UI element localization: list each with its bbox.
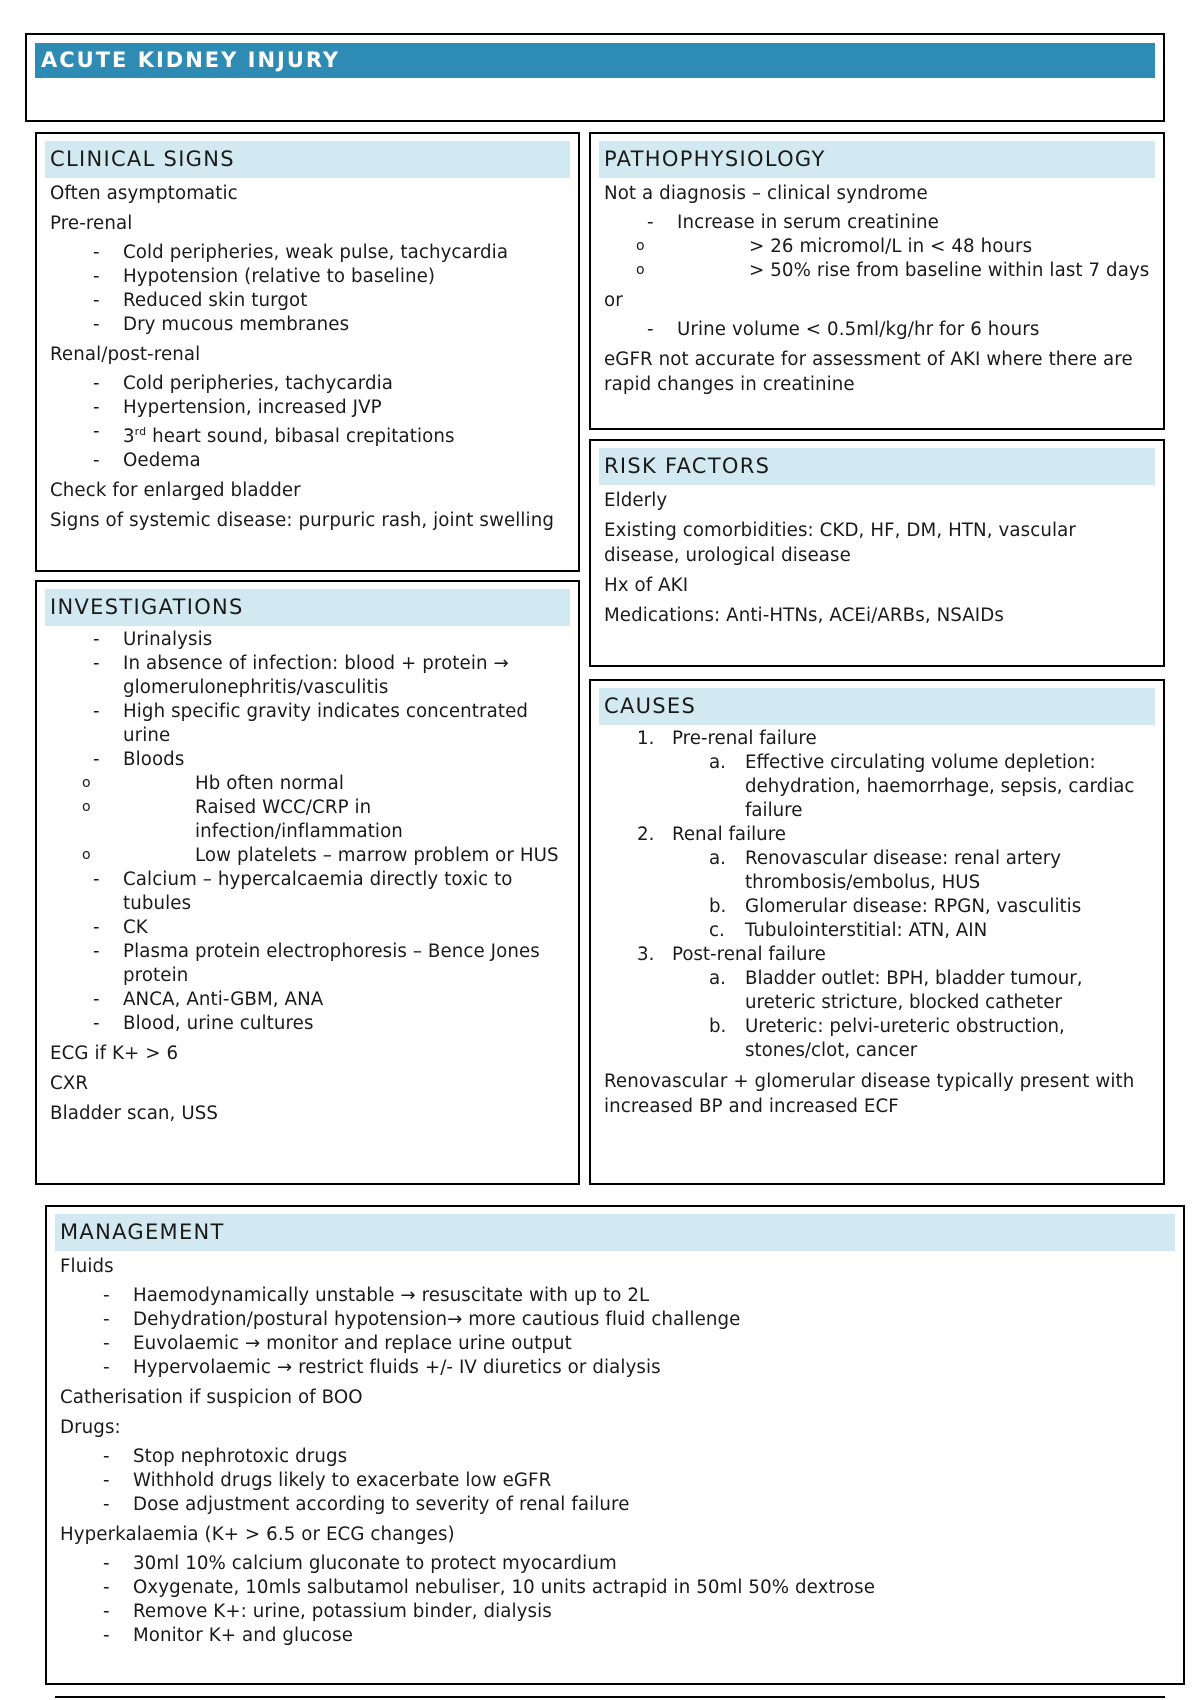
cause-text: Tubulointerstitial: ATN, AIN [745, 920, 988, 941]
list-item: - Plasma protein electrophoresis – Bence Jones protein [45, 940, 570, 988]
creatinine-sublist [599, 235, 1155, 283]
management-heading: MANAGEMENT [55, 1214, 1175, 1251]
management-section [45, 1205, 1185, 1685]
cause-label: Post-renal failure [672, 944, 826, 965]
egfr-note: eGFR not accurate for assessment of AKI where there are rapid changes in creatinine [604, 349, 1133, 395]
investigations-section [35, 580, 580, 1185]
cause-letter: c. [709, 920, 725, 941]
page-title: ACUTE KIDNEY INJURY [35, 43, 1155, 78]
risk-factor-item: Medications: Anti-HTNs, ACEi/ARBs, NSAIDs [604, 605, 1004, 626]
cause-item [672, 967, 1155, 1015]
catheterisation-line: Catherisation if suspicion of BOO [60, 1387, 363, 1408]
list-item: - Blood, urine cultures [45, 1012, 570, 1036]
list-item: - Euvolaemic → monitor and replace urine output [55, 1332, 1175, 1356]
cause-text: Ureteric: pelvi-ureteric obstruction, stones/clot, cancer [745, 1016, 1065, 1061]
list-item: - Reduced skin turgot [45, 289, 570, 313]
investigations-list [45, 628, 570, 1036]
risk-factor-item: Hx of AKI [604, 575, 689, 596]
cause-text: Glomerular disease: RPGN, vasculitis [745, 896, 1082, 917]
list-item: - Hypotension (relative to baseline) [45, 265, 570, 289]
clinical-signs-intro: Often asymptomatic [50, 183, 238, 204]
clinical-signs-heading: CLINICAL SIGNS [45, 141, 570, 178]
cause-letter: a. [709, 848, 726, 869]
creatinine-label: Increase in serum creatinine [677, 212, 939, 233]
risk-factors-section [589, 439, 1165, 667]
cause-label: Pre-renal failure [672, 728, 817, 749]
list-item: - Withhold drugs likely to exacerbate low eGFR [55, 1469, 1175, 1493]
causes-note: Renovascular + glomerular disease typically present with increased BP and increased ECF [604, 1071, 1135, 1117]
cause-letter: b. [709, 896, 727, 917]
bladder-check: Check for enlarged bladder [50, 480, 301, 502]
cause-sublist [672, 847, 1155, 943]
sub-list-item: o Hb often normal [45, 772, 570, 796]
pathophysiology-intro: Not a diagnosis – clinical syndrome [604, 183, 928, 204]
list-item: - 30ml 10% calcium gluconate to protect myocardium [55, 1552, 1175, 1576]
list-item: - Oedema [45, 449, 570, 473]
list-item: - Haemodynamically unstable → resuscitate with up to 2L [55, 1284, 1175, 1308]
list-item: - Cold peripheries, tachycardia [45, 372, 570, 396]
fluids-list [55, 1284, 1175, 1380]
pre-renal-label: Pre-renal [50, 213, 133, 234]
risk-factors-heading: RISK FACTORS [599, 448, 1155, 485]
cause-group [599, 727, 1155, 823]
ecg-line: ECG if K+ > 6 [50, 1043, 179, 1064]
urine-list [599, 318, 1155, 342]
list-item: - Dehydration/postural hypotension→ more cautious fluid challenge [55, 1308, 1175, 1332]
list-item: - Hypertension, increased JVP [45, 396, 570, 420]
causes-list [599, 727, 1155, 1063]
list-item: - High specific gravity indicates concentrated urine [45, 700, 570, 748]
cause-letter: a. [709, 752, 726, 773]
cause-text: Renovascular disease: renal artery thrombosis/embolus, HUS [745, 848, 1061, 893]
list-item: - Urine volume < 0.5ml/kg/hr for 6 hours [599, 318, 1155, 342]
renal-list [45, 372, 570, 473]
cause-group [599, 823, 1155, 943]
cause-number: 2. [637, 824, 655, 845]
cause-sublist [672, 967, 1155, 1063]
clinical-signs-section [35, 132, 580, 572]
list-item: - Dry mucous membranes [45, 313, 570, 337]
cause-item [672, 1015, 1155, 1063]
pre-renal-list [45, 241, 570, 337]
list-item: - Monitor K+ and glucose [55, 1624, 1175, 1648]
cause-text: Bladder outlet: BPH, bladder tumour, ureteric stricture, blocked catheter [745, 968, 1083, 1013]
list-item: - CK [45, 916, 570, 940]
cause-text: Effective circulating volume depletion: dehydration, haemorrhage, sepsis, cardiac failure [745, 752, 1135, 821]
systemic-signs: Signs of systemic disease: purpuric rash, joint swelling [50, 510, 554, 532]
list-item: - 3rd heart sound, bibasal crepitations [45, 420, 570, 449]
cause-letter: a. [709, 968, 726, 989]
creatinine-list [599, 211, 1155, 283]
list-item: - Urinalysis [45, 628, 570, 652]
causes-heading: CAUSES [599, 688, 1155, 725]
or-label: or [604, 290, 623, 311]
list-item [45, 748, 570, 868]
list-item: - Stop nephrotoxic drugs [55, 1445, 1175, 1469]
list-item: - Cold peripheries, weak pulse, tachycardia [45, 241, 570, 265]
causes-section [589, 679, 1165, 1185]
title-box [25, 33, 1165, 122]
pathophysiology-heading: PATHOPHYSIOLOGY [599, 141, 1155, 178]
list-item [599, 211, 1155, 283]
risk-factor-item: Existing comorbidities: CKD, HF, DM, HTN, vascular disease, urological disease [604, 520, 1076, 566]
pathophysiology-section [589, 132, 1165, 430]
cause-number: 1. [637, 728, 655, 749]
investigations-heading: INVESTIGATIONS [45, 589, 570, 626]
list-item: - In absence of infection: blood + protein → glomerulonephritis/vasculitis [45, 652, 570, 700]
drugs-label: Drugs: [60, 1417, 121, 1438]
list-item: - Remove K+: urine, potassium binder, dialysis [55, 1600, 1175, 1624]
page-bottom-rule [55, 1696, 1165, 1698]
bloods-label: Bloods [123, 749, 185, 770]
hyperkalaemia-label: Hyperkalaemia (K+ > 6.5 or ECG changes) [60, 1524, 455, 1545]
cause-label: Renal failure [672, 824, 786, 845]
hyperkalaemia-list [55, 1552, 1175, 1648]
list-item: - Oxygenate, 10mls salbutamol nebuliser, 10 units actrapid in 50ml 50% dextrose [55, 1576, 1175, 1600]
cause-item [672, 847, 1155, 895]
bloods-sublist [45, 772, 570, 868]
scan-line: Bladder scan, USS [50, 1103, 219, 1124]
cause-number: 3. [637, 944, 655, 965]
list-item: - Calcium – hypercalcaemia directly toxic to tubules [45, 868, 570, 916]
sub-list-item: o > 50% rise from baseline within last 7 days [599, 259, 1155, 283]
list-item: - Hypervolaemic → restrict fluids +/- IV diuretics or dialysis [55, 1356, 1175, 1380]
fluids-label: Fluids [60, 1256, 114, 1277]
drugs-list [55, 1445, 1175, 1517]
risk-factor-item: Elderly [604, 490, 668, 511]
cause-item [672, 751, 1155, 823]
sub-list-item: o Raised WCC/CRP in infection/inflammation [45, 796, 570, 844]
sub-list-item: o > 26 micromol/L in < 48 hours [599, 235, 1155, 259]
renal-label: Renal/post-renal [50, 344, 201, 365]
cause-sublist [672, 751, 1155, 823]
cause-item [672, 919, 1155, 943]
list-item: - ANCA, Anti-GBM, ANA [45, 988, 570, 1012]
cxr-line: CXR [50, 1073, 89, 1094]
cause-item [672, 895, 1155, 919]
sub-list-item: o Low platelets – marrow problem or HUS [45, 844, 570, 868]
cause-group [599, 943, 1155, 1063]
list-item: - Dose adjustment according to severity of renal failure [55, 1493, 1175, 1517]
cause-letter: b. [709, 1016, 727, 1037]
